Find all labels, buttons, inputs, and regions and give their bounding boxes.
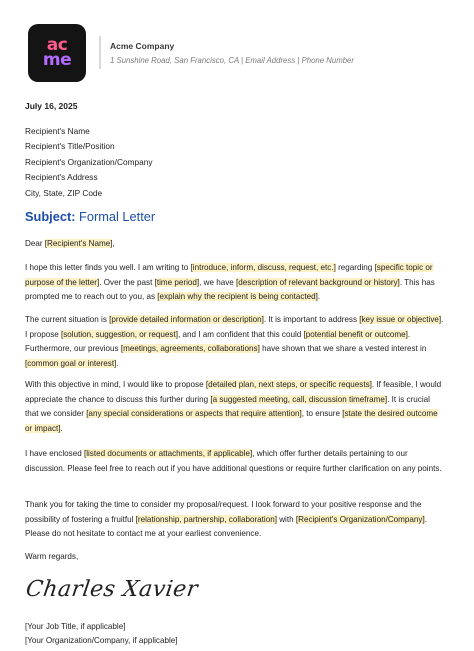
body-text: , we have [199, 277, 237, 287]
body-text: The current situation is [25, 315, 110, 324]
body-text: . Furthermore, our previous [25, 329, 411, 353]
body-text: . It is important to address [263, 315, 360, 324]
placeholder-field: [explain why the recipient is being contacted] [157, 292, 318, 301]
paragraph-3 [25, 378, 445, 436]
placeholder-field: [potential benefit or outcome] [303, 329, 408, 339]
recipient-title: Recipient's Title/Position [25, 141, 115, 152]
body-text: . Over the past [99, 277, 155, 287]
placeholder-field: [time period] [154, 277, 200, 287]
paragraph-5 [25, 498, 445, 542]
subject-line [25, 209, 155, 224]
placeholder-field: [common goal or interest] [25, 358, 117, 368]
letter-date: July 16, 2025 [25, 101, 78, 111]
body-text: . Please do not hesitate to contact me at your earliest convenience. [25, 514, 427, 538]
body-text: I hope this letter finds you well. I am writing to [25, 263, 191, 272]
recipient-organization: Recipient's Organization/Company [25, 156, 153, 167]
body-text: have shown that we share a vested interest in [259, 344, 427, 353]
body-text: . I propose [25, 315, 444, 339]
logo-text-top: ac [46, 35, 68, 55]
paragraph-2 [25, 313, 445, 371]
logo-text-bottom: me [42, 50, 72, 70]
placeholder-field: [specific topic or purpose of the letter] [25, 263, 433, 287]
paragraph-4 [25, 447, 445, 476]
greeting-name-placeholder: [Recipient's Name] [44, 239, 113, 248]
subject-text: Formal Letter [79, 209, 156, 224]
recipient-name: Recipient's Name [25, 126, 90, 136]
paragraph-1 [25, 261, 445, 305]
placeholder-field: [provide detailed information or description] [109, 315, 264, 324]
body-text: . [60, 423, 63, 433]
body-text: , and I am confident that this could [177, 329, 304, 339]
body-text: , to ensure [301, 409, 343, 418]
body-text: regarding [335, 263, 375, 272]
placeholder-field: [any special considerations or aspects that require attention] [86, 409, 302, 418]
company-address: 1 Sunshine Road, San Francisco, CA | Email Address | Phone Number [110, 56, 354, 65]
placeholder-field: [detailed plan, next steps, or specific requests] [205, 380, 372, 389]
placeholder-field: [state the desired outcome or impact] [25, 409, 438, 433]
body-text: . It is crucial that we consider [25, 394, 430, 418]
placeholder-field: [Recipient's Organization/Company] [295, 514, 425, 524]
body-text: . This has prompted me to reach out to you, as [25, 277, 435, 301]
body-text: . [317, 292, 321, 301]
placeholder-field: [meetings, agreements, collaborations] [120, 344, 260, 353]
recipient-city: City, State, ZIP Code [25, 187, 103, 198]
placeholder-field: [description of relevant background or history] [236, 277, 400, 287]
recipient-address: Recipient's Address [25, 172, 98, 183]
placeholder-field: [a suggested meeting, call, discussion timeframe] [210, 394, 388, 404]
recipient-block [25, 124, 152, 201]
body-text: with [276, 514, 296, 524]
body-text: Thank you for taking the time to consider my proposal/request. I look forward to your positive response and the possibility of fostering a fruitful [25, 500, 422, 524]
greeting: Dear [Recipient's Name], [25, 239, 115, 248]
body-text: . [116, 358, 119, 368]
company-logo [28, 24, 86, 82]
closing: Warm regards, [25, 552, 79, 561]
sender-organization: [Your Organization/Company, if applicable] [25, 636, 178, 645]
header-divider [99, 36, 101, 69]
subject-label: Subject: [25, 209, 76, 224]
placeholder-field: [solution, suggestion, or request] [61, 329, 178, 339]
signature: Charles Xavier [24, 577, 200, 602]
company-name: Acme Company [110, 41, 175, 51]
sender-job-title: [Your Job Title, if applicable] [25, 622, 126, 631]
body-text: , which offer further details pertaining to our discussion. Please feel free to reach out if you have additional questions or require further clarification on any points. [25, 449, 442, 473]
body-text: . If feasible, I would appreciate the chance to discuss this further during [25, 380, 442, 404]
placeholder-field: [relationship, partnership, collaboration] [135, 514, 277, 524]
placeholder-field: [listed documents or attachments, if applicable] [83, 449, 253, 458]
placeholder-field: [key issue or objective] [359, 315, 442, 324]
body-text: With this objective in mind, I would like to propose [25, 380, 206, 389]
placeholder-field: [introduce, inform, discuss, request, etc.] [190, 263, 336, 272]
body-text: I have enclosed [25, 449, 84, 458]
